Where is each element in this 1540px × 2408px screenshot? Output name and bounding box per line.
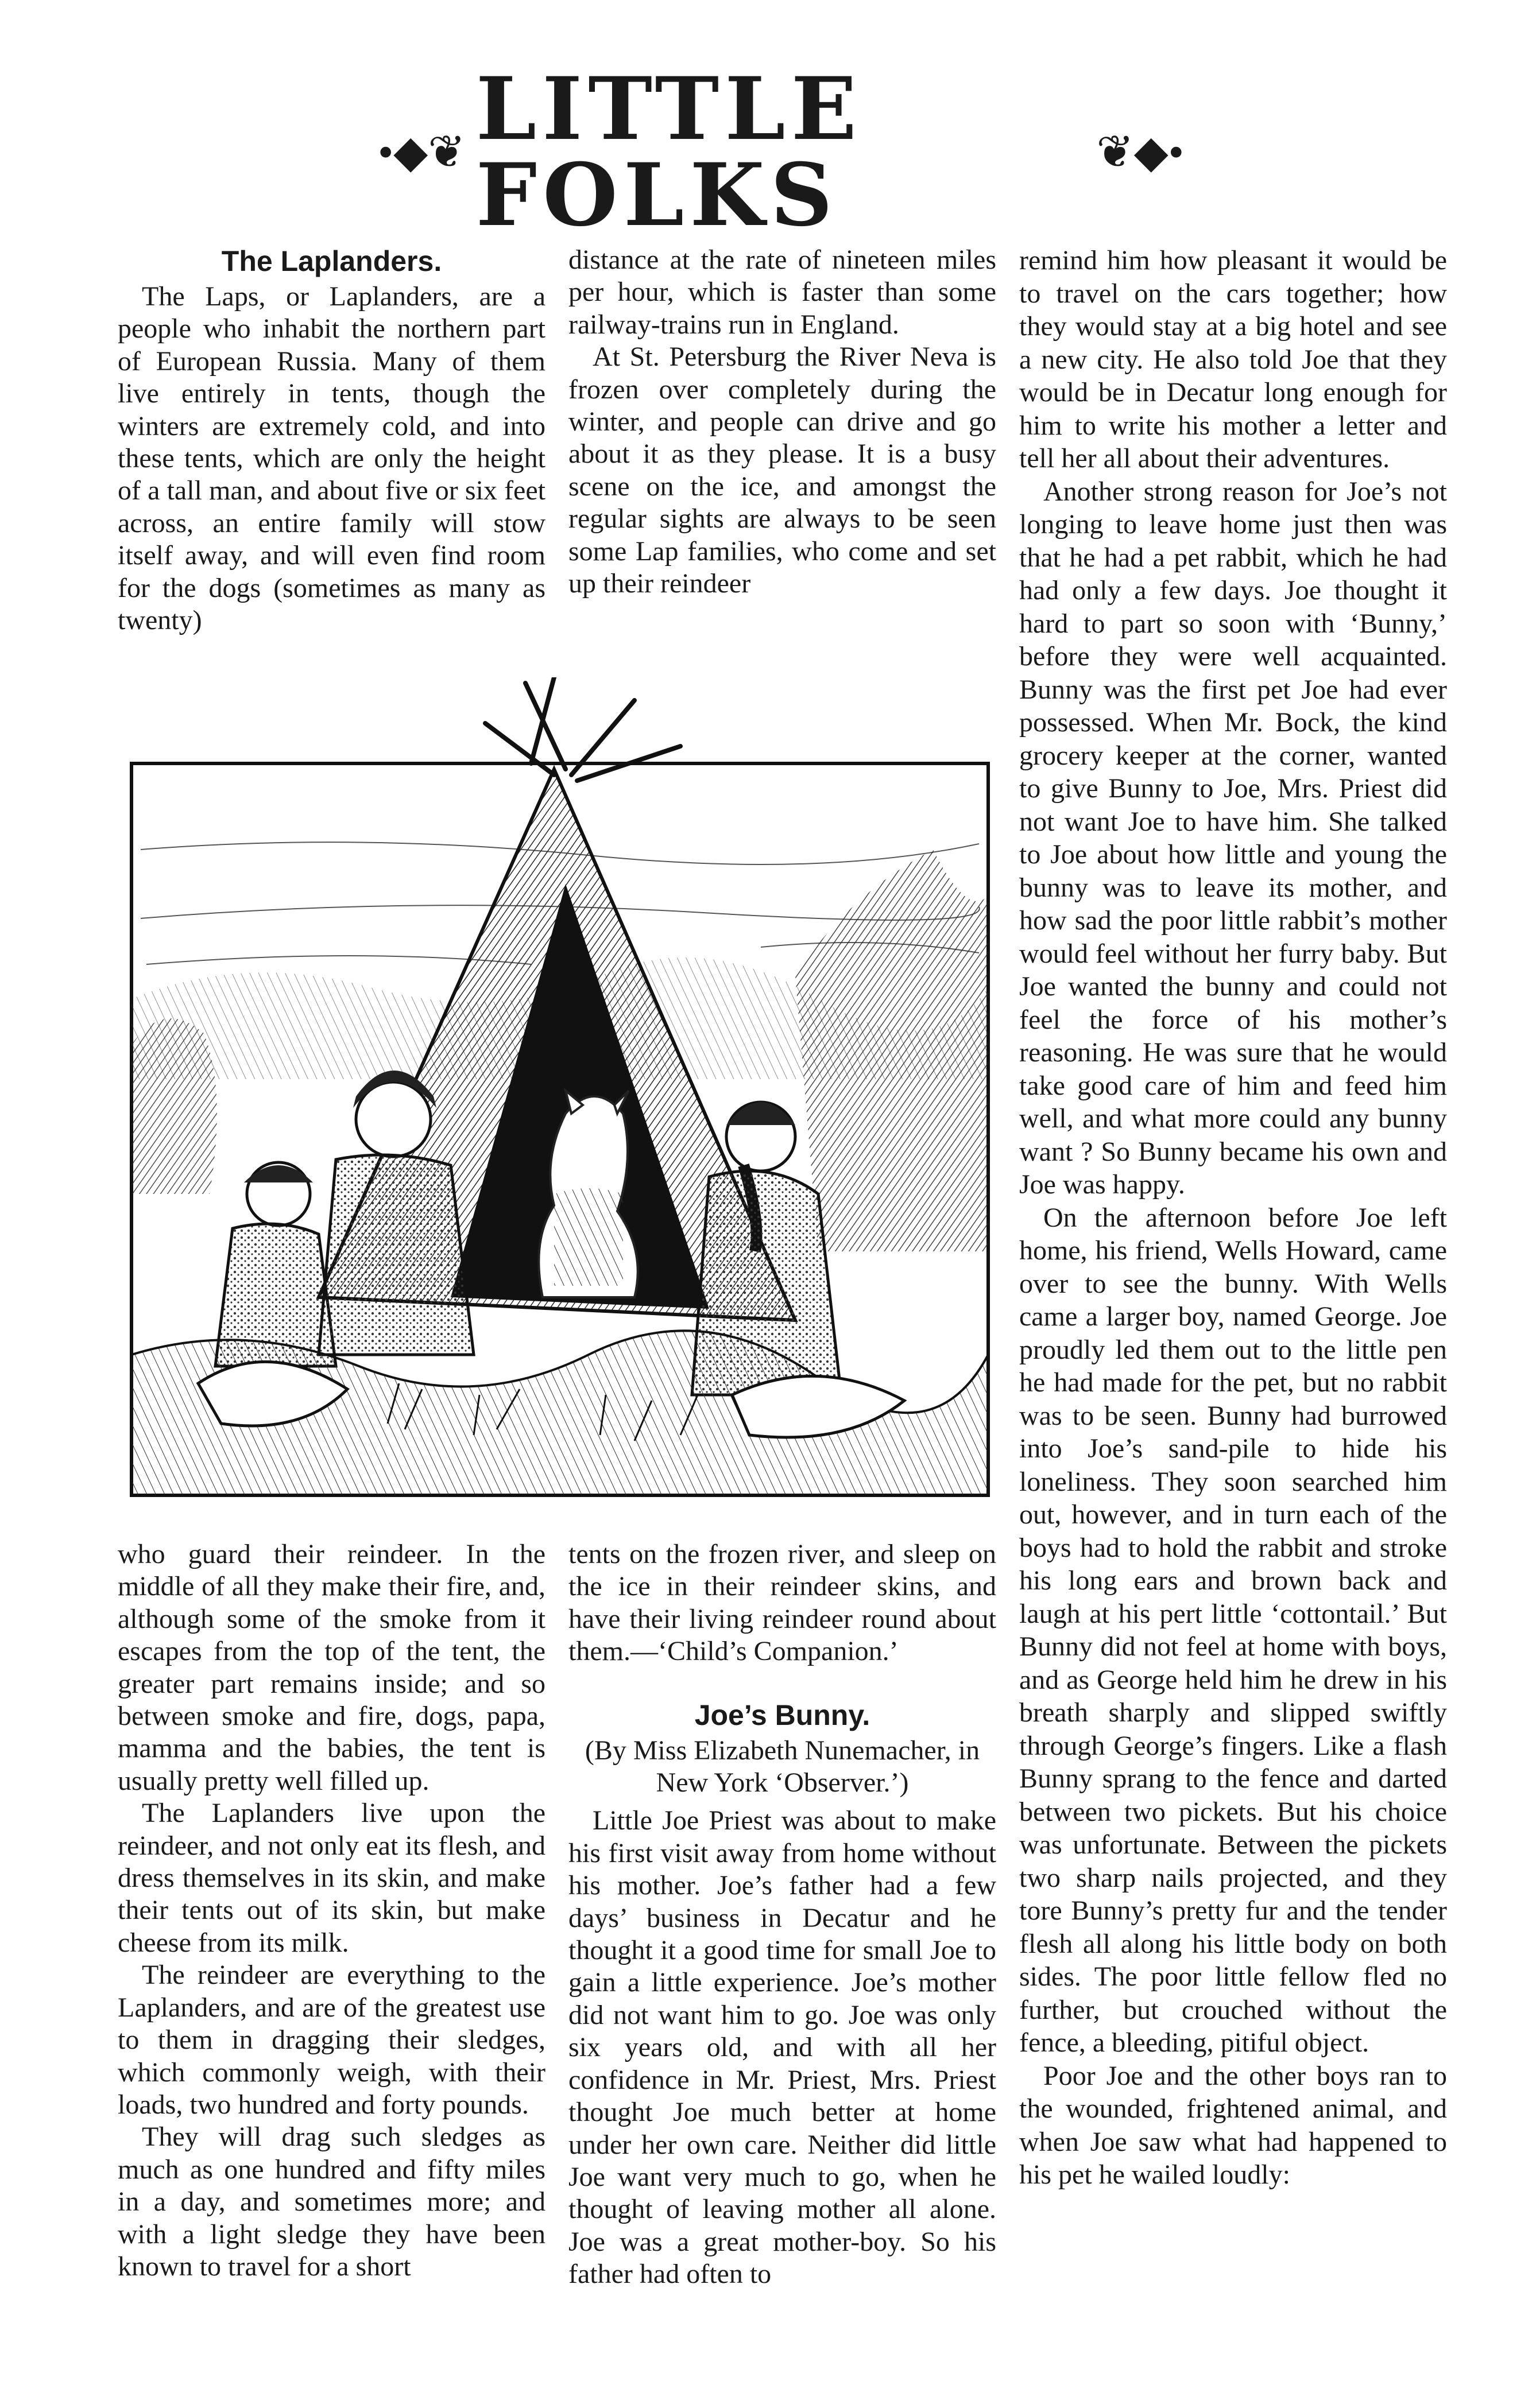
byline: (By Miss Elizabeth Nunemacher, in New York ‘Observer.’) bbox=[585, 1735, 980, 1798]
paragraph: The Laplanders live upon the reindeer, and not only eat its flesh, and dress themselves in its skin, and make their tents out of its skin, but make cheese from its milk. bbox=[118, 1798, 545, 1958]
paragraph: At St. Petersburg the River Neva is frozen over completely during the winter, and people can drive and go about it as they please. It is a busy scene on the ice, and amongst the regular sights are always to be seen some Lap families, who come and set up their reindeer bbox=[568, 342, 996, 599]
column-2-bottom bbox=[568, 1538, 996, 2291]
masthead-title: LITTLE FOLKS bbox=[475, 59, 862, 246]
ornament-left-icon: •◆❦ bbox=[378, 127, 466, 177]
column-1-bottom bbox=[118, 1538, 545, 2283]
column-2-top bbox=[568, 244, 996, 600]
paragraph: Poor Joe and the other boys ran to the wounded, frightened animal, and when Joe saw what had happened to his pet he wailed loudly: bbox=[1019, 2060, 1447, 2190]
paragraph: Little Joe Priest was about to make his first visit away from home without his mother. Joe’s father had a few days’ business in Decatur and he thought it a good time for small Joe to gain a little experience. Joe’s mother did not want him to go. Joe was only six years old, and with all her confidence in Mr. Priest, Mrs. Priest thought Joe much better at home under her own care. Neither did little Joe want very much to go, when he thought of leaving mother all alone. Joe was a great mother-boy. So his father had often to bbox=[568, 1805, 996, 2290]
article-title-joes-bunny: Joe’s Bunny. bbox=[694, 1699, 870, 1731]
paragraph-continued: remind him how pleasant it would be to travel on the cars together; how they would stay at a big hotel and see a new city. He also told Joe that they would be in Decatur long enough for him to write his mother a letter and tell her all about their adventures. bbox=[1019, 245, 1447, 474]
column-3 bbox=[1019, 244, 1447, 2192]
ornament-right-icon: ❦◆• bbox=[1096, 127, 1184, 177]
masthead bbox=[367, 59, 1194, 246]
paragraph: On the afternoon before Joe left home, his friend, Wells Howard, came over to see the bunny. With Wells came a larger boy, named George. Joe proudly led them out to the little pen he had made for the pet, but no rabbit was to be seen. Bunny had burrowed into Joe’s sand-pile to hide his loneliness. They soon searched him out, however, and in turn each of the boys had to hold the rabbit and stroke his long ears and brown back and laugh at his pert little ‘cottontail.’ But Bunny did not feel at home with boys, and as George held him he drew in his breath sharply and slipped swiftly through George’s fingers. Like a flash Bunny sprang to the fence and darted between two pickets. But his choice was unfortunate. Between the pickets two sharp nails projected, and they tore Bunny’s pretty fur and the tender flesh all along his little body on both sides. The poor little fellow fled no further, but crouched without the fence, a bleeding, pitiful object. bbox=[1019, 1202, 1447, 2058]
paragraph-continued: tents on the frozen river, and sleep on the ice in their reindeer skins, and have their living reindeer round about them.—‘Child’s Companion.’ bbox=[568, 1539, 996, 1667]
paragraph: The Laps, or Laplanders, are a people who inhabit the northern part of European Russia. Many of them live entirely in tents, though the winters are extremely cold, and into these tents, which are only the height of a tall man, and about five or six feet across, an entire family will stow itself away, and will even find room for the dogs (sometimes as many as twenty) bbox=[118, 281, 545, 636]
paragraph: The reindeer are everything to the Laplanders, and are of the greatest use to them in dragging their sledges, which commonly weigh, with their loads, two hundred and forty pounds. bbox=[118, 1960, 545, 2120]
paragraph-continued: distance at the rate of nineteen miles per hour, which is faster than some railway-trains run in England. bbox=[568, 245, 996, 340]
article-title-laplanders: The Laplanders. bbox=[221, 245, 442, 277]
column-1-top bbox=[118, 244, 545, 637]
paragraph: They will drag such sledges as much as one hundred and fifty miles in a day, and sometimes more; and with a light sledge they have been known to travel for a short bbox=[118, 2122, 545, 2282]
lapp-tent-illustration bbox=[129, 677, 990, 1498]
paragraph-continued: who guard their reindeer. In the middle of all they make their fire, and, although some of the smoke from it escapes from the top of the tent, the greater part remains inside; and so between smoke and fire, dogs, papa, mamma and the babies, the tent is usually pretty well filled up. bbox=[118, 1539, 545, 1796]
paragraph: Another strong reason for Joe’s not longing to leave home just then was that he had a pet rabbit, which he had had only a few days. Joe thought it hard to part so soon with ‘Bunny,’ before they were well acquainted. Bunny was the first pet Joe had ever possessed. When Mr. Bock, the kind grocery keeper at the corner, wanted to give Bunny to Joe, Mrs. Priest did not want Joe to have him. She talked to Joe about how little and young the bunny was to leave its mother, and how sad the poor little rabbit’s mother would feel without her furry baby. But Joe wanted the bunny and could not feel the force of his mother’s reasoning. He was sure that he would take good care of him and feed him well, and what more could any bunny want ? So Bunny became his own and Joe was happy. bbox=[1019, 476, 1447, 1200]
